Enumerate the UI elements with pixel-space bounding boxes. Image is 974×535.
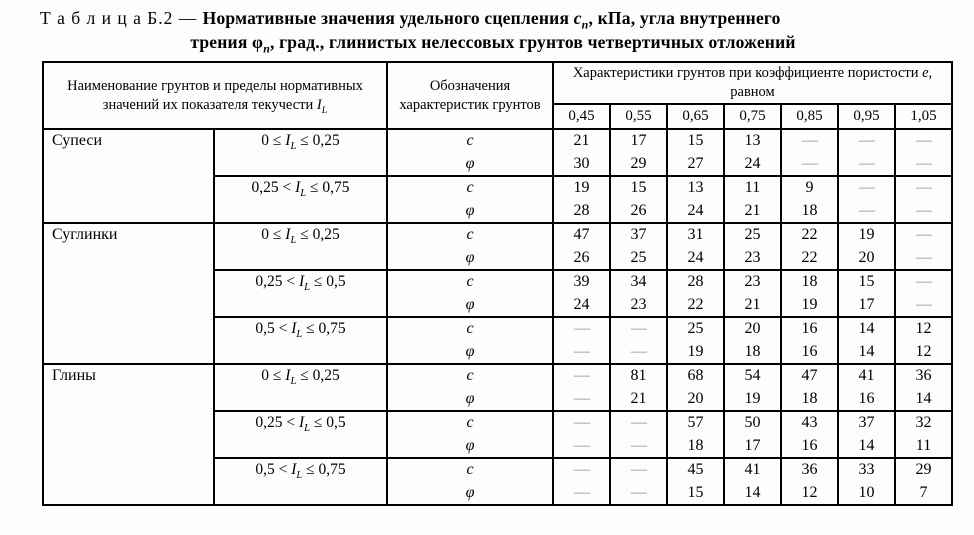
value-cell bbox=[724, 317, 781, 364]
cohesion-value: — bbox=[574, 461, 589, 478]
range-pre: 0 ≤ bbox=[261, 132, 286, 149]
value-cell bbox=[553, 129, 610, 176]
header-e-value: 1,05 bbox=[895, 104, 952, 129]
cohesion-value: 18 bbox=[801, 273, 818, 290]
header-e-value: 0,95 bbox=[838, 104, 895, 129]
value-cell bbox=[781, 364, 838, 411]
friction-angle-value: 16 bbox=[858, 389, 875, 407]
caption-bold-text: Нормативные значения удельного сцепления bbox=[202, 8, 574, 28]
value-cell bbox=[667, 176, 724, 223]
soil-group-name: Суглинки bbox=[43, 223, 214, 364]
friction-angle-value: — bbox=[631, 483, 646, 501]
cohesion-value: — bbox=[631, 414, 646, 431]
value-cell bbox=[781, 129, 838, 176]
cohesion-symbol: c bbox=[466, 226, 474, 243]
liquidity-index-range bbox=[214, 317, 387, 364]
cohesion-value: 9 bbox=[805, 179, 814, 196]
cohesion-value: 17 bbox=[630, 132, 647, 149]
header-soil-name-text: Наименование грунтов и пределы нормативных значений их показателя текучести bbox=[67, 77, 363, 113]
caption-table-label: Т а б л и ц а Б.2 — bbox=[40, 8, 203, 28]
range-pre: 0,25 < bbox=[255, 414, 299, 431]
cohesion-value: 23 bbox=[744, 273, 761, 290]
friction-angle-value: — bbox=[916, 154, 931, 172]
value-cell bbox=[667, 364, 724, 411]
friction-angle-value: 28 bbox=[573, 201, 590, 219]
liquidity-index-range bbox=[214, 270, 387, 317]
cohesion-value: 25 bbox=[687, 320, 704, 337]
caption-line1-tail: , кПа, угла внутреннего bbox=[588, 8, 781, 28]
header-e-value: 0,85 bbox=[781, 104, 838, 129]
cohesion-value: — bbox=[916, 273, 931, 290]
friction-angle-value: 19 bbox=[687, 342, 704, 360]
value-cell bbox=[610, 411, 667, 458]
cohesion-value: 36 bbox=[915, 367, 932, 384]
cohesion-value: 45 bbox=[687, 461, 704, 478]
cohesion-value: 15 bbox=[630, 179, 647, 196]
value-cell bbox=[895, 411, 952, 458]
friction-angle-value: 12 bbox=[915, 342, 932, 360]
friction-angle-symbol: φ bbox=[465, 248, 475, 266]
friction-angle-value: 18 bbox=[801, 201, 818, 219]
cohesion-value: — bbox=[574, 414, 589, 431]
cohesion-value: 39 bbox=[573, 273, 590, 290]
liquidity-index-range bbox=[214, 411, 387, 458]
value-cell bbox=[781, 317, 838, 364]
characteristic-symbols bbox=[387, 270, 553, 317]
header-e-value: 0,45 bbox=[553, 104, 610, 129]
phi-subscript: n bbox=[263, 41, 271, 56]
cohesion-value: 47 bbox=[573, 226, 590, 243]
cohesion-value: 50 bbox=[744, 414, 761, 431]
friction-angle-value: 18 bbox=[687, 436, 704, 454]
friction-angle-value: 17 bbox=[744, 436, 761, 454]
soil-group-name: Супеси bbox=[43, 129, 214, 223]
range-post: ≤ 0,25 bbox=[296, 367, 340, 384]
value-cell bbox=[781, 223, 838, 270]
liquidity-index-symbol: I bbox=[298, 273, 305, 290]
friction-angle-value: 17 bbox=[858, 295, 875, 313]
friction-angle-value: 15 bbox=[687, 483, 704, 501]
value-cell bbox=[838, 364, 895, 411]
value-cell bbox=[895, 317, 952, 364]
caption-line-1 bbox=[40, 6, 946, 30]
value-cell bbox=[724, 411, 781, 458]
cohesion-value: — bbox=[802, 132, 817, 149]
friction-angle-value: 20 bbox=[858, 248, 875, 266]
value-cell bbox=[895, 223, 952, 270]
friction-angle-value: 10 bbox=[858, 483, 875, 501]
friction-angle-value: 11 bbox=[915, 436, 932, 454]
friction-angle-value: 12 bbox=[801, 483, 818, 501]
value-cell bbox=[724, 364, 781, 411]
value-cell bbox=[838, 176, 895, 223]
friction-angle-symbol: φ bbox=[465, 483, 475, 501]
friction-angle-value: 30 bbox=[573, 154, 590, 172]
value-cell bbox=[667, 317, 724, 364]
liquidity-index-subscript: L bbox=[290, 141, 297, 153]
cohesion-value: 41 bbox=[858, 367, 875, 384]
friction-angle-value: — bbox=[574, 342, 589, 360]
liquidity-index-symbol: I bbox=[295, 179, 301, 196]
value-cell bbox=[724, 176, 781, 223]
friction-angle-value: 21 bbox=[744, 295, 761, 313]
cohesion-value: 28 bbox=[687, 273, 704, 290]
friction-angle-value: 24 bbox=[573, 295, 590, 313]
value-cell bbox=[724, 129, 781, 176]
header-characteristics-tail: , равном bbox=[730, 65, 933, 100]
cohesion-value: 57 bbox=[687, 414, 704, 431]
value-cell bbox=[724, 458, 781, 505]
cohesion-value: 15 bbox=[687, 132, 704, 149]
range-post: ≤ 0,75 bbox=[302, 320, 346, 337]
cohesion-value: 29 bbox=[915, 461, 932, 478]
header-designations: Обозначения характеристик грунтов bbox=[387, 62, 553, 129]
liquidity-index-subscript: L bbox=[321, 104, 328, 116]
value-cell bbox=[781, 176, 838, 223]
range-post: ≤ 0,75 bbox=[306, 179, 350, 196]
value-cell bbox=[667, 223, 724, 270]
liquidity-index-symbol: I bbox=[291, 320, 297, 337]
cohesion-value: 13 bbox=[744, 132, 761, 149]
liquidity-index-subscript: L bbox=[296, 470, 303, 482]
friction-angle-value: 19 bbox=[801, 295, 818, 313]
friction-angle-value: 7 bbox=[919, 483, 928, 501]
liquidity-index-range bbox=[214, 458, 387, 505]
range-pre: 0,25 < bbox=[255, 273, 299, 290]
liquidity-index-subscript: L bbox=[296, 329, 303, 341]
cohesion-value: 32 bbox=[915, 414, 932, 431]
cohesion-value: 54 bbox=[744, 367, 761, 384]
friction-angle-symbol: φ bbox=[465, 201, 475, 219]
friction-angle-value: — bbox=[916, 248, 931, 266]
header-e-value: 0,75 bbox=[724, 104, 781, 129]
value-cell bbox=[895, 129, 952, 176]
cohesion-value: 36 bbox=[801, 461, 818, 478]
value-cell bbox=[895, 270, 952, 317]
header-e-value: 0,65 bbox=[667, 104, 724, 129]
friction-angle-value: 29 bbox=[630, 154, 647, 172]
friction-angle-value: 20 bbox=[687, 389, 704, 407]
value-cell bbox=[553, 223, 610, 270]
friction-angle-value: 18 bbox=[744, 342, 761, 360]
value-cell bbox=[667, 270, 724, 317]
friction-angle-value: 14 bbox=[744, 483, 761, 501]
range-post: ≤ 0,25 bbox=[296, 226, 340, 243]
characteristic-symbols bbox=[387, 129, 553, 176]
friction-angle-value: — bbox=[859, 201, 874, 219]
liquidity-index-symbol: I bbox=[316, 96, 322, 113]
value-cell bbox=[724, 223, 781, 270]
friction-angle-value: 21 bbox=[630, 389, 647, 407]
value-cell bbox=[610, 129, 667, 176]
cohesion-value: 21 bbox=[573, 132, 590, 149]
friction-angle-value: 16 bbox=[801, 436, 818, 454]
friction-angle-value: 23 bbox=[630, 295, 647, 313]
friction-angle-value: — bbox=[859, 154, 874, 172]
liquidity-index-range bbox=[214, 176, 387, 223]
liquidity-index-range bbox=[214, 129, 387, 176]
friction-angle-value: 19 bbox=[744, 389, 761, 407]
range-pre: 0 ≤ bbox=[261, 367, 286, 384]
cohesion-value: — bbox=[631, 461, 646, 478]
friction-angle-value: — bbox=[802, 154, 817, 172]
friction-angle-value: 22 bbox=[801, 248, 818, 266]
cohesion-value: — bbox=[574, 320, 589, 337]
caption-line2-tail: , град., глинистых нелессовых грунтов четвертичных отложений bbox=[270, 32, 796, 52]
friction-angle-symbol: φ bbox=[465, 389, 475, 407]
table-row bbox=[43, 364, 952, 411]
value-cell bbox=[667, 458, 724, 505]
range-pre: 0,5 < bbox=[255, 320, 292, 337]
value-cell bbox=[895, 458, 952, 505]
characteristic-symbols bbox=[387, 223, 553, 270]
cohesion-value: 37 bbox=[630, 226, 647, 243]
table-caption bbox=[40, 6, 946, 54]
characteristic-symbols bbox=[387, 364, 553, 411]
value-cell bbox=[781, 270, 838, 317]
value-cell bbox=[553, 270, 610, 317]
range-pre: 0,5 < bbox=[255, 461, 292, 478]
table-body bbox=[43, 129, 952, 505]
cohesion-value: — bbox=[859, 179, 874, 196]
cohesion-value: 12 bbox=[915, 320, 932, 337]
header-characteristics-text: Характеристики грунтов при коэффициенте пористости bbox=[572, 65, 923, 81]
value-cell bbox=[553, 458, 610, 505]
cohesion-value: 11 bbox=[744, 179, 761, 196]
characteristic-symbols bbox=[387, 411, 553, 458]
caption-line-2 bbox=[40, 30, 946, 54]
value-cell bbox=[838, 223, 895, 270]
liquidity-index-subscript: L bbox=[290, 235, 297, 247]
cohesion-value: 47 bbox=[801, 367, 818, 384]
range-post: ≤ 0,75 bbox=[302, 461, 346, 478]
friction-angle-value: — bbox=[631, 436, 646, 454]
cohesion-symbol: c bbox=[573, 8, 582, 28]
value-cell bbox=[610, 176, 667, 223]
liquidity-index-range bbox=[214, 223, 387, 270]
header-e-value: 0,55 bbox=[610, 104, 667, 129]
liquidity-index-symbol: I bbox=[285, 226, 291, 243]
cohesion-value: — bbox=[859, 132, 874, 149]
cohesion-value: 13 bbox=[687, 179, 704, 196]
value-cell bbox=[895, 364, 952, 411]
friction-angle-value: 24 bbox=[687, 201, 704, 219]
cohesion-symbol: c bbox=[466, 273, 474, 290]
cohesion-subscript: n bbox=[581, 17, 589, 32]
header-row-1 bbox=[43, 62, 952, 104]
value-cell bbox=[838, 411, 895, 458]
liquidity-index-subscript: L bbox=[290, 376, 297, 388]
characteristic-symbols bbox=[387, 317, 553, 364]
value-cell bbox=[610, 270, 667, 317]
cohesion-value: 22 bbox=[801, 226, 818, 243]
friction-angle-value: 25 bbox=[630, 248, 647, 266]
friction-angle-value: 27 bbox=[687, 154, 704, 172]
value-cell bbox=[781, 458, 838, 505]
friction-angle-value: 14 bbox=[858, 342, 875, 360]
value-cell bbox=[838, 270, 895, 317]
cohesion-value: 34 bbox=[630, 273, 647, 290]
cohesion-value: — bbox=[916, 226, 931, 243]
value-cell bbox=[553, 176, 610, 223]
friction-angle-value: 24 bbox=[687, 248, 704, 266]
value-cell bbox=[610, 223, 667, 270]
table-row bbox=[43, 129, 952, 176]
value-cell bbox=[838, 129, 895, 176]
cohesion-value: 31 bbox=[687, 226, 704, 243]
liquidity-index-symbol: I bbox=[285, 367, 291, 384]
liquidity-index-subscript: L bbox=[304, 423, 310, 435]
friction-angle-symbol: φ bbox=[465, 154, 475, 172]
cohesion-symbol: c bbox=[466, 179, 474, 196]
value-cell bbox=[553, 411, 610, 458]
friction-angle-value: — bbox=[916, 201, 931, 219]
friction-angle-value: 26 bbox=[573, 248, 590, 266]
friction-angle-value: 21 bbox=[744, 201, 761, 219]
value-cell bbox=[724, 270, 781, 317]
table-row bbox=[43, 223, 952, 270]
value-cell bbox=[553, 364, 610, 411]
cohesion-value: 19 bbox=[858, 226, 875, 243]
value-cell bbox=[838, 317, 895, 364]
friction-angle-symbol: φ bbox=[465, 295, 475, 313]
header-characteristics bbox=[553, 62, 952, 104]
value-cell bbox=[610, 317, 667, 364]
liquidity-index-symbol: I bbox=[298, 414, 305, 431]
liquidity-index-subscript: L bbox=[304, 282, 310, 294]
range-pre: 0,25 < bbox=[251, 179, 296, 196]
friction-angle-value: — bbox=[574, 389, 589, 407]
soil-group-name: Глины bbox=[43, 364, 214, 505]
cohesion-symbol: c bbox=[466, 320, 474, 337]
value-cell bbox=[667, 411, 724, 458]
value-cell bbox=[610, 458, 667, 505]
liquidity-index-symbol: I bbox=[291, 461, 297, 478]
value-cell bbox=[838, 458, 895, 505]
cohesion-value: — bbox=[916, 179, 931, 196]
range-post: ≤ 0,5 bbox=[310, 273, 346, 290]
friction-angle-symbol: φ bbox=[465, 436, 475, 454]
value-cell bbox=[610, 364, 667, 411]
friction-angle-value: — bbox=[574, 483, 589, 501]
friction-angle-value: — bbox=[574, 436, 589, 454]
cohesion-symbol: c bbox=[466, 414, 474, 431]
characteristic-symbols bbox=[387, 176, 553, 223]
friction-angle-value: 14 bbox=[858, 436, 875, 454]
cohesion-value: 41 bbox=[744, 461, 761, 478]
range-post: ≤ 0,5 bbox=[310, 414, 346, 431]
cohesion-value: 14 bbox=[858, 320, 875, 337]
cohesion-value: — bbox=[631, 320, 646, 337]
friction-angle-value: 23 bbox=[744, 248, 761, 266]
friction-angle-value: — bbox=[916, 295, 931, 313]
header-soil-name bbox=[43, 62, 387, 129]
void-ratio-symbol: e bbox=[922, 65, 929, 81]
cohesion-symbol: c bbox=[466, 367, 474, 384]
friction-angle-value: — bbox=[631, 342, 646, 360]
cohesion-symbol: c bbox=[466, 461, 474, 478]
characteristic-symbols bbox=[387, 458, 553, 505]
range-pre: 0 ≤ bbox=[261, 226, 286, 243]
cohesion-value: 15 bbox=[858, 273, 875, 290]
friction-angle-value: 16 bbox=[801, 342, 818, 360]
cohesion-value: 16 bbox=[801, 320, 818, 337]
value-cell bbox=[781, 411, 838, 458]
friction-angle-value: 26 bbox=[630, 201, 647, 219]
cohesion-value: 25 bbox=[744, 226, 761, 243]
cohesion-value: 81 bbox=[630, 367, 647, 384]
cohesion-value: 68 bbox=[687, 367, 704, 384]
liquidity-index-symbol: I bbox=[285, 132, 291, 149]
cohesion-symbol: c bbox=[466, 132, 474, 149]
cohesion-value: 33 bbox=[858, 461, 875, 478]
liquidity-index-subscript: L bbox=[300, 188, 307, 200]
liquidity-index-range bbox=[214, 364, 387, 411]
value-cell bbox=[895, 176, 952, 223]
cohesion-value: 43 bbox=[801, 414, 818, 431]
cohesion-value: — bbox=[916, 132, 931, 149]
friction-angle-value: 22 bbox=[687, 295, 704, 313]
friction-angle-symbol: φ bbox=[465, 342, 475, 360]
cohesion-value: 20 bbox=[744, 320, 761, 337]
cohesion-value: 37 bbox=[858, 414, 875, 431]
friction-angle-value: 14 bbox=[915, 389, 932, 407]
soil-characteristics-table bbox=[42, 61, 953, 506]
friction-angle-value: 24 bbox=[744, 154, 761, 172]
cohesion-value: 19 bbox=[573, 179, 590, 196]
cohesion-value: — bbox=[574, 367, 589, 384]
caption-line2-pre: трения φ bbox=[190, 32, 264, 52]
range-post: ≤ 0,25 bbox=[296, 132, 340, 149]
value-cell bbox=[553, 317, 610, 364]
value-cell bbox=[667, 129, 724, 176]
friction-angle-value: 18 bbox=[801, 389, 818, 407]
